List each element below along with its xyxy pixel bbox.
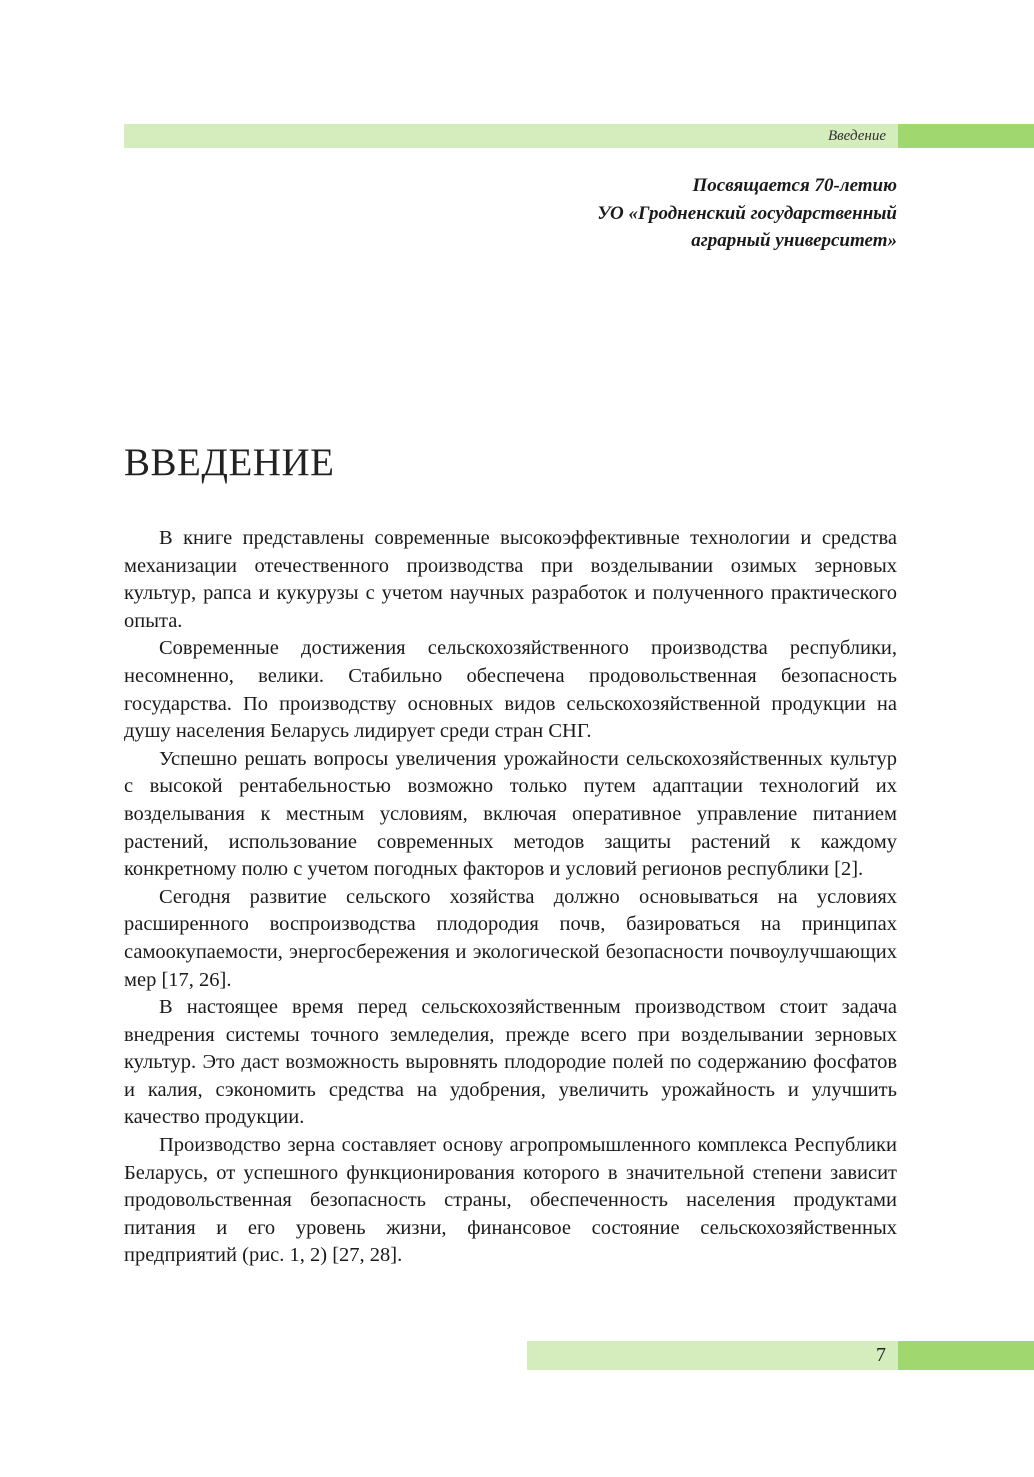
footer-bar xyxy=(527,1341,1034,1370)
paragraph: В настоящее время перед сельскохозяйственным производством стоит задача внедрения системы точного земледелия, прежде всего при возделывании зерновых культур. Это даст возможность выровнять плодородие полей по содержанию фосфатов и калия, сэкономить средства на удобрения, увеличить урожайность и улучшить качество продукции. xyxy=(124,996,897,1129)
dedication-line: Посвящается 70-летию xyxy=(692,175,897,196)
paragraph: Современные достижения сельскохозяйственного производства республики, несомненно, велики. Стабильно обеспечена продовольственная безопасность государства. По производству основных видов сельскохозяйственной продукции на душу населения Беларусь лидирует среди стран СНГ. xyxy=(124,637,897,743)
chapter-title: ВВЕДЕНИЕ xyxy=(124,441,335,484)
footer-bar-light xyxy=(527,1341,898,1370)
header-bar xyxy=(124,124,1034,148)
header-bar-light xyxy=(124,124,898,148)
paragraph: В книге представлены современные высокоэффективные технологии и средства механизации отечественного производства при возделывании озимых зерновых культур, рапса и кукурузы с учетом научных разработок и полученного практического опыта. xyxy=(124,527,897,632)
body-text xyxy=(124,525,897,1270)
paragraph: Производство зерна составляет основу агропромышленного комплекса Республики Беларусь, от успешного функционирования которого в значительной степени зависит продовольственная безопасность страны, обеспеченность населения продуктами питания и его уровень жизни, финансовое состояние сельскохозяйственных предприятий (рис. 1, 2) [27, 28]. xyxy=(124,1134,897,1267)
paragraph: Сегодня развитие сельского хозяйства должно основываться на условиях расширенного воспроизводства плодородия почв, базироваться на принципах самоокупаемости, энергосбережения и экологической безопасности почвоулучшающих мер [17, 26]. xyxy=(124,885,897,991)
dedication-line: аграрный университет» xyxy=(691,230,897,251)
dedication xyxy=(597,172,897,255)
page-number: 7 xyxy=(876,1344,886,1366)
footer-bar-accent xyxy=(898,1341,1034,1370)
header-bar-accent xyxy=(898,124,1034,148)
paragraph: Успешно решать вопросы увеличения урожайности сельскохозяйственных культур с высокой рентабельностью возможно только путем адаптации технологий их возделывания к местным условиям, включая оперативное управление питанием растений, использование современных методов защиты растений к каждому конкретному полю с учетом погодных факторов и условий регионов республики [2]. xyxy=(124,747,897,881)
running-head: Введение xyxy=(828,127,886,144)
dedication-line: УО «Гродненский государственный xyxy=(597,202,897,224)
